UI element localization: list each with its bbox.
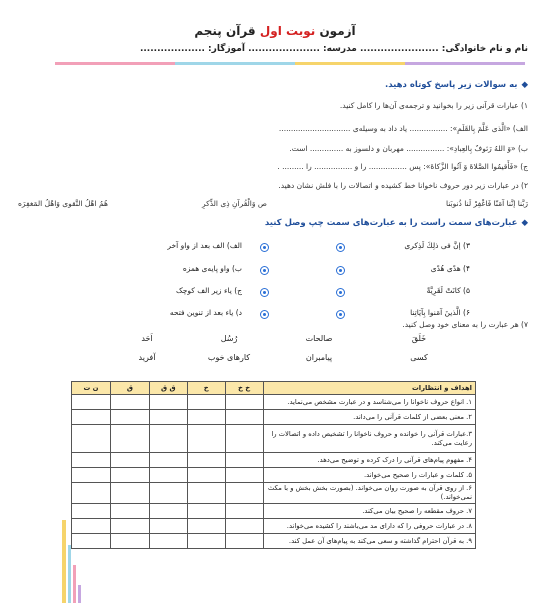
q1a-text: الف) «الَّذی عَلَّمَ بِالقَلَمِ»: ................ یاد داد به وسیله‌ی .............................. (278, 124, 528, 133)
header-col-5: ن ت (72, 382, 111, 395)
word-top-1: خَلَقَ (411, 334, 427, 343)
q1-text: ۱) عبارات قرآنی زیر را بخوانید و ترجمه‌ی آن‌ها را کامل کنید. (339, 101, 528, 110)
table-row: ۸. در عبارات حروفی را که دارای مد می‌باشند را کشیده می‌خواند. (72, 519, 476, 534)
decorative-stripes (55, 62, 525, 65)
match-left-2: ب) واو پایه‌ی همزه (182, 264, 242, 273)
word-bottom-1: کسی (410, 353, 428, 362)
table-row: ۶. از روی قرآن به صورت روان می‌خواند. (بصورت بخش بخش و با مکث نمی‌خواند.) (72, 483, 476, 504)
table-row: ۳.عبارات قرآنی را خوانده و حروف ناخوانا را تشخیص داده و اتصالات را رعایت می‌کند. (72, 425, 476, 453)
header-col-3: ق ق (149, 382, 187, 395)
q2-phrase-2: ص وَالْقُرآنِ ذِی الذِّكرِ (202, 199, 267, 208)
section2-heading: ◆عبارت‌های سمت راست را به عبارت‌های سمت چپ وصل کنید (264, 218, 528, 228)
table-row: ۷. حروف مقطعه را صحیح بیان می‌کند. (72, 504, 476, 519)
word-top-2: صالحات (305, 334, 333, 343)
table-row: ۲. معنی بعضی از کلمات قرآنی را می‌داند. (72, 410, 476, 425)
title-prefix: آزمون (319, 24, 356, 38)
match-dot-right-4[interactable] (336, 310, 345, 319)
header-goals: اهداف و انتظارات (263, 382, 475, 395)
exam-title (0, 24, 550, 38)
match-dot-left-1[interactable] (260, 243, 269, 252)
goals-table (71, 381, 476, 549)
table-row: ۵. کلمات و عبارات را صحیح می‌خواند. (72, 468, 476, 483)
match-dot-right-2[interactable] (336, 266, 345, 275)
match-dot-left-2[interactable] (260, 266, 269, 275)
diamond-icon: ◆ (521, 80, 528, 90)
match-dot-left-3[interactable] (260, 288, 269, 297)
title-red: نوبت اول (259, 24, 316, 38)
q2-phrase-1: هُمُ اهْلُ التَّقوى وَاهْلُ المَغفِرَه (18, 199, 108, 208)
match-left-1: الف) الف بعد از واو آخر (167, 241, 242, 250)
word-top-4: اَحَد (141, 334, 153, 343)
header-col-2: خ (187, 382, 225, 395)
match-left-4: د) یاء بعد از تنوین فتحه (169, 308, 242, 317)
student-info-line: نام و نام خانوادگی: ....................... مدرسه: ..................... آموزگار: ................... (139, 44, 528, 54)
match-dot-left-4[interactable] (260, 310, 269, 319)
diamond-icon: ◆ (521, 218, 528, 228)
match-right-1: ۳) إنَّ فی ذلِكَ لَذِكری (404, 241, 470, 250)
q2-text: ۲) در عبارات زیر دور حروف ناخوانا خط کشیده و اتصالات را با فلش نشان دهید. (278, 181, 528, 190)
q1c-text: ج) «فَأَقیمُوا الصَّلاةَ وَ آتُوا الزَّكاةَ»: پس ................ را و ................ را ......... . (277, 162, 528, 171)
table-row: ۴. مفهوم پیام‌های قرآنی را درک کرده و توضیح می‌دهد. (72, 453, 476, 468)
word-top-3: رُسُل (220, 334, 238, 343)
header-col-4: ق (110, 382, 149, 395)
table-row: ۹. به قرآن احترام گذاشته و سعی می‌کند به پیام‌های آن عمل کند. (72, 534, 476, 549)
word-bottom-2: پیامبران (305, 353, 333, 362)
q7-text: ۷) هر عبارت را به معنای خود وصل کنید. (402, 320, 528, 329)
match-right-4: ۶) الَّذينَ آمَنوا بِآيَاتِنا (410, 308, 470, 317)
q1b-text: ب) «وَ اللهُ رَئوفٌ بِالعِبادِ»: ................ مهربان و دلسوز به .............. است. (289, 144, 528, 153)
match-right-2: ۴) هدًی هُدًی (430, 264, 470, 273)
title-suffix: قرآن پنجم (194, 24, 256, 38)
q2-phrase-3: رَبَّنا إنَّنا آمَنّا فَاغْفِرْ لَنا ذُنوبَنا (445, 199, 528, 208)
word-bottom-4: آفرید (138, 353, 156, 362)
match-dot-right-1[interactable] (336, 243, 345, 252)
table-row: ۱. انواع حروف ناخوانا را می‌شناسد و در عبارت مشخص می‌نماید. (72, 395, 476, 410)
match-dot-right-3[interactable] (336, 288, 345, 297)
table-header-row (72, 382, 476, 395)
section1-heading: ◆به سوالات زیر پاسخ کوتاه دهید. (385, 80, 528, 90)
word-bottom-3: کارهای خوب (207, 353, 251, 362)
match-right-3: ۵) كانَتْ لَقَرِيَّةً (426, 286, 470, 295)
match-left-3: ج) یاء زیر الف کوچک (176, 286, 242, 295)
header-col-1: خ خ (225, 382, 263, 395)
